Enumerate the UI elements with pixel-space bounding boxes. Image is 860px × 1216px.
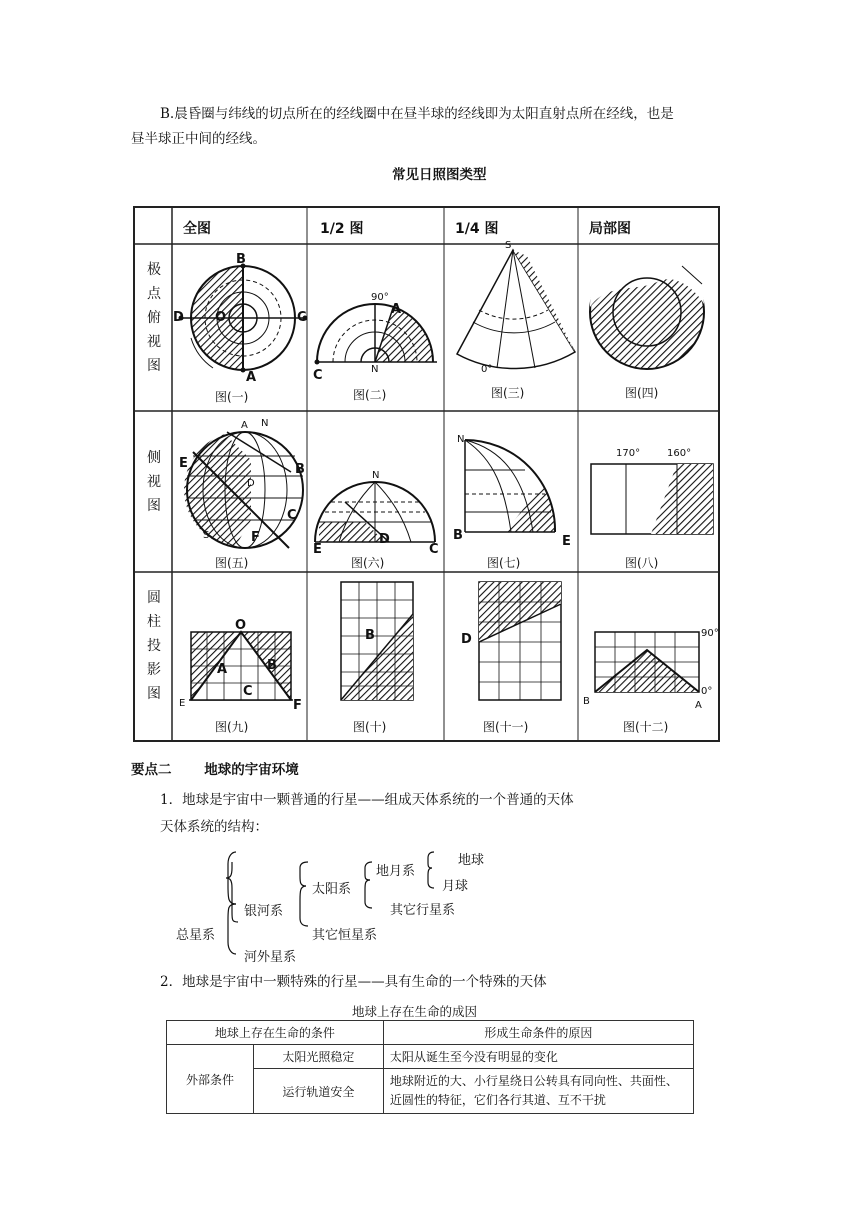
f5-label-n: N (261, 418, 269, 429)
fig7-side-quarter (465, 440, 555, 532)
col-header-full: 全图 (183, 221, 211, 237)
f5-label-s: S (203, 530, 210, 541)
structure-label: 天体系统的结构： (160, 819, 268, 835)
section2-item2: 2．地球是宇宙中一颗特殊的行星——具有生命的一个特殊的天体 (160, 974, 547, 990)
f2-label-a: A (391, 302, 402, 317)
f9-label-f: F (293, 698, 302, 713)
f9-label-c: C (243, 684, 253, 699)
f3-label-0: 0° (481, 364, 493, 375)
f5-label-c: C (287, 508, 297, 523)
sunlight-diagram-table (133, 206, 720, 742)
f1-label-a: A (246, 370, 257, 385)
f9-label-b: B (267, 658, 277, 673)
section2-item1: 1．地球是宇宙中一颗普通的行星——组成天体系统的一个普通的天体 (160, 792, 574, 808)
table-row (167, 1045, 694, 1069)
f1-label-b: B (236, 252, 246, 267)
caption-fig3: 图(三) (491, 386, 525, 400)
intro-line-1: B.晨昏圈与纬线的切点所在的经线圈中在昼半球的经线即为太阳直射点所在经线，也是 (160, 106, 674, 122)
f1-label-d: D (173, 310, 184, 325)
tree-other-stars: 其它恒星系 (312, 928, 378, 943)
f9-label-o: O (235, 618, 247, 633)
diagram-grid-lines (135, 208, 718, 740)
f11-label-d: D (461, 632, 472, 647)
col-header-quarter: 1/4 图 (455, 221, 499, 237)
fig2-polar-half (315, 304, 438, 365)
tree-extragalactic: 河外星系 (244, 950, 297, 965)
f12-label-b: B (583, 696, 590, 707)
tree-root: 总星系 (176, 928, 216, 943)
caption-fig9: 图(九) (215, 720, 249, 734)
tree-earth: 地球 (458, 853, 485, 868)
f5-label-a: A (241, 420, 248, 431)
cond-sunlight: 太阳光照稳定 (254, 1045, 384, 1069)
f7-label-n: N (457, 434, 465, 445)
f12-label-0: 0° (701, 686, 713, 697)
caption-fig11: 图(十一) (483, 720, 529, 734)
cond-orbit: 运行轨道安全 (254, 1069, 384, 1114)
f5-label-b: B (295, 462, 305, 477)
f3-label-s: S (505, 240, 512, 251)
f5-label-f: F (251, 530, 260, 545)
row-label-cylinder: 圆 柱 投 影 图 (147, 590, 161, 702)
reason-orbit: 地球附近的大、小行星绕日公转具有同向性、共面性、 近圆性的特征，它们各行其道、互不干扰 (383, 1069, 693, 1114)
header-conditions: 地球上存在生命的条件 (167, 1021, 384, 1045)
fig10-cylinder (341, 582, 413, 700)
f1-label-o: O (215, 310, 227, 325)
f12-label-a: A (695, 700, 702, 711)
life-conditions-table (166, 1020, 694, 1114)
tree-earth-moon: 地月系 (376, 864, 416, 879)
f9-label-e: E (179, 698, 186, 709)
caption-fig6: 图(六) (351, 556, 385, 570)
f6-label-e: E (313, 542, 322, 557)
col-header-half: 1/2 图 (320, 221, 364, 237)
caption-fig10: 图(十) (353, 720, 387, 734)
group-external: 外部条件 (167, 1045, 254, 1114)
tree-moon: 月球 (442, 879, 469, 894)
caption-fig12: 图(十二) (623, 720, 669, 734)
figure-title: 常见日照图类型 (392, 167, 487, 183)
table-header-row (167, 1021, 694, 1045)
fig11-cylinder (479, 582, 561, 700)
f2-label-n: N (371, 364, 379, 375)
f10-label-b: B (365, 628, 375, 643)
caption-fig2: 图(二) (353, 388, 387, 402)
f6-label-d: D (379, 532, 390, 547)
fig12-cylinder-local (595, 632, 699, 692)
fig8-side-local (591, 464, 713, 534)
f12-label-90: 90° (701, 628, 719, 639)
fig6-side-half (315, 482, 435, 542)
intro-line-2: 昼半球正中间的经线。 (131, 131, 266, 147)
f1-label-c: C (297, 310, 307, 325)
f2-label-90: 90° (371, 292, 389, 303)
row-label-side: 侧 视 图 (147, 450, 161, 514)
row-label-polar: 极 点 俯 视 图 (147, 262, 161, 374)
tree-other-planets: 其它行星系 (390, 903, 456, 918)
f7-label-b: B (453, 528, 463, 543)
f5-label-d: D (247, 478, 255, 489)
caption-fig7: 图(七) (487, 556, 521, 570)
fig4-polar-local (590, 248, 704, 369)
section2-heading (131, 758, 299, 778)
section2-heading-num: 要点二 (131, 762, 172, 778)
caption-fig5: 图(五) (215, 556, 249, 570)
f6-label-c: C (429, 542, 439, 557)
tree-milky-way: 银河系 (244, 904, 284, 919)
f8-label-160: 160° (667, 448, 692, 459)
f9-label-a: A (217, 662, 228, 677)
table-title: 地球上存在生命的成因 (352, 1004, 478, 1019)
caption-fig1: 图(一) (215, 390, 249, 404)
caption-fig8: 图(八) (625, 556, 659, 570)
f5-label-e: E (179, 456, 188, 471)
header-reasons: 形成生命条件的原因 (383, 1021, 693, 1045)
f8-label-170: 170° (616, 448, 641, 459)
fig9-cylinder-full (189, 632, 293, 700)
fig3-polar-quarter (457, 250, 575, 369)
fig1-polar-full (179, 264, 308, 373)
f2-label-c: C (313, 368, 323, 383)
col-header-local: 局部图 (589, 221, 631, 237)
caption-fig4: 图(四) (625, 386, 659, 400)
tree-solar-system: 太阳系 (312, 882, 352, 897)
f7-label-e: E (562, 534, 571, 549)
section2-heading-text: 地球的宇宙环境 (204, 762, 299, 778)
fig5-side-full (184, 432, 303, 548)
f6-label-n: N (372, 470, 380, 481)
reason-sunlight: 太阳从诞生至今没有明显的变化 (383, 1045, 693, 1069)
